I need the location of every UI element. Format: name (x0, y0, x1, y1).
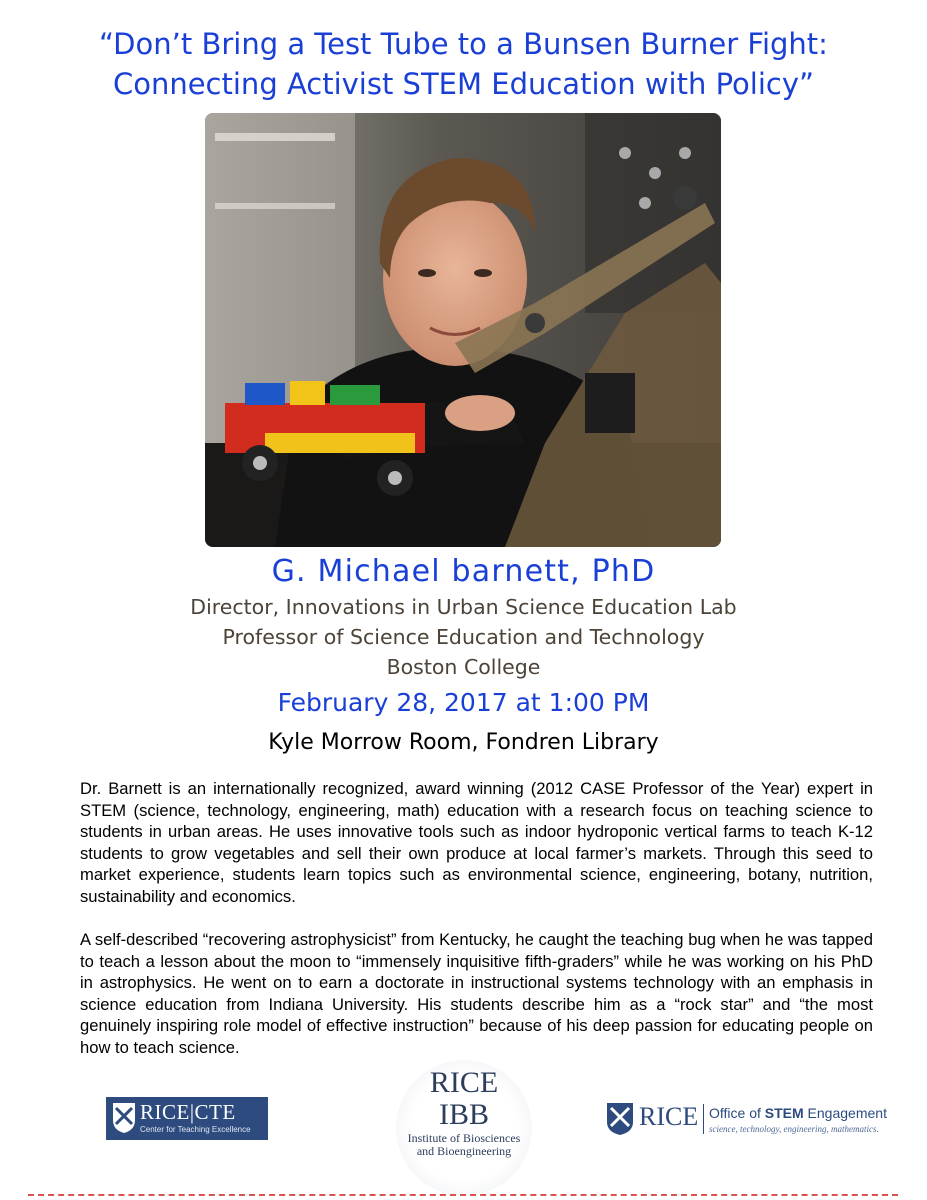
event-title-line-2: Connecting Activist STEM Education with Policy” (112, 67, 815, 101)
speaker-affiliation-2: Professor of Science Education and Technology (222, 625, 705, 649)
rice-stem-office (709, 1105, 887, 1121)
event-title (0, 24, 927, 104)
bottom-dashed-divider (28, 1194, 898, 1196)
event-date: February 28, 2017 at 1:00 PM (277, 688, 650, 717)
rice-stem-tagline: science, technology, engineering, mathematics. (709, 1124, 879, 1134)
rice-ibb-bioengineering: and Bioengineering (416, 1144, 512, 1158)
rice-ibb-institute: Institute of Biosciences (407, 1131, 521, 1145)
speaker-photo-illustration (205, 113, 721, 547)
rice-ibb-ibb: IBB (438, 1098, 489, 1131)
rice-cte-subtitle: Center for Teaching Excellence (140, 1125, 251, 1134)
event-title-line-1: “Don’t Bring a Test Tube to a Bunsen Burner Fight: (99, 27, 828, 61)
bio-paragraph-2: A self-described “recovering astrophysicist” from Kentucky, he caught the teaching bug when he was tapped to teach a lesson about the moon to “immensely inquisitive fifth-graders” while he was working on his PhD in astrophysics. He went on to earn a doctorate in instructional systems technology with an emphasis in science education from Indiana University. His students describe him as a “rock star” and “the most genuinely inspiring role model of effective instruction” because of his deep passion for educating people on how to teach science. (80, 930, 873, 1057)
speaker-affiliation-3: Boston College (386, 655, 541, 679)
speaker-name: G. Michael barnett, PhD (271, 554, 656, 589)
rice-ibb-logo (396, 1060, 532, 1196)
office-suffix: Engagement (803, 1105, 887, 1121)
rice-shield-icon (112, 1102, 136, 1134)
rice-cte-logo (106, 1097, 268, 1140)
office-prefix: Office of (709, 1105, 765, 1121)
rice-cte-wordmark: RICE|CTE (140, 1100, 236, 1124)
rice-stem-wordmark: RICE (639, 1102, 699, 1131)
speaker-affiliation-1: Director, Innovations in Urban Science Education Lab (190, 595, 737, 619)
office-stem: STEM (764, 1105, 804, 1121)
rice-stem-divider (703, 1104, 704, 1134)
speaker-photo (205, 113, 721, 547)
rice-stem-engagement-logo (606, 1100, 887, 1140)
event-location: Kyle Morrow Room, Fondren Library (268, 730, 659, 755)
rice-shield-icon (606, 1102, 634, 1136)
bio-paragraph-1: Dr. Barnett is an internationally recognized, award winning (2012 CASE Professor of the Year) expert in STEM (science, technology, engineering, math) education with a research focus on teaching science to students in urban areas. He uses innovative tools such as indoor hydroponic vertical farms to teach K-12 students to grow vegetables and sell their own produce at local farmer’s markets. Through this seed to market experience, students learn topics such as environmental science, engineering, botany, nutrition, sustainability and economics. (80, 779, 873, 906)
rice-ibb-rice: RICE (429, 1066, 499, 1099)
